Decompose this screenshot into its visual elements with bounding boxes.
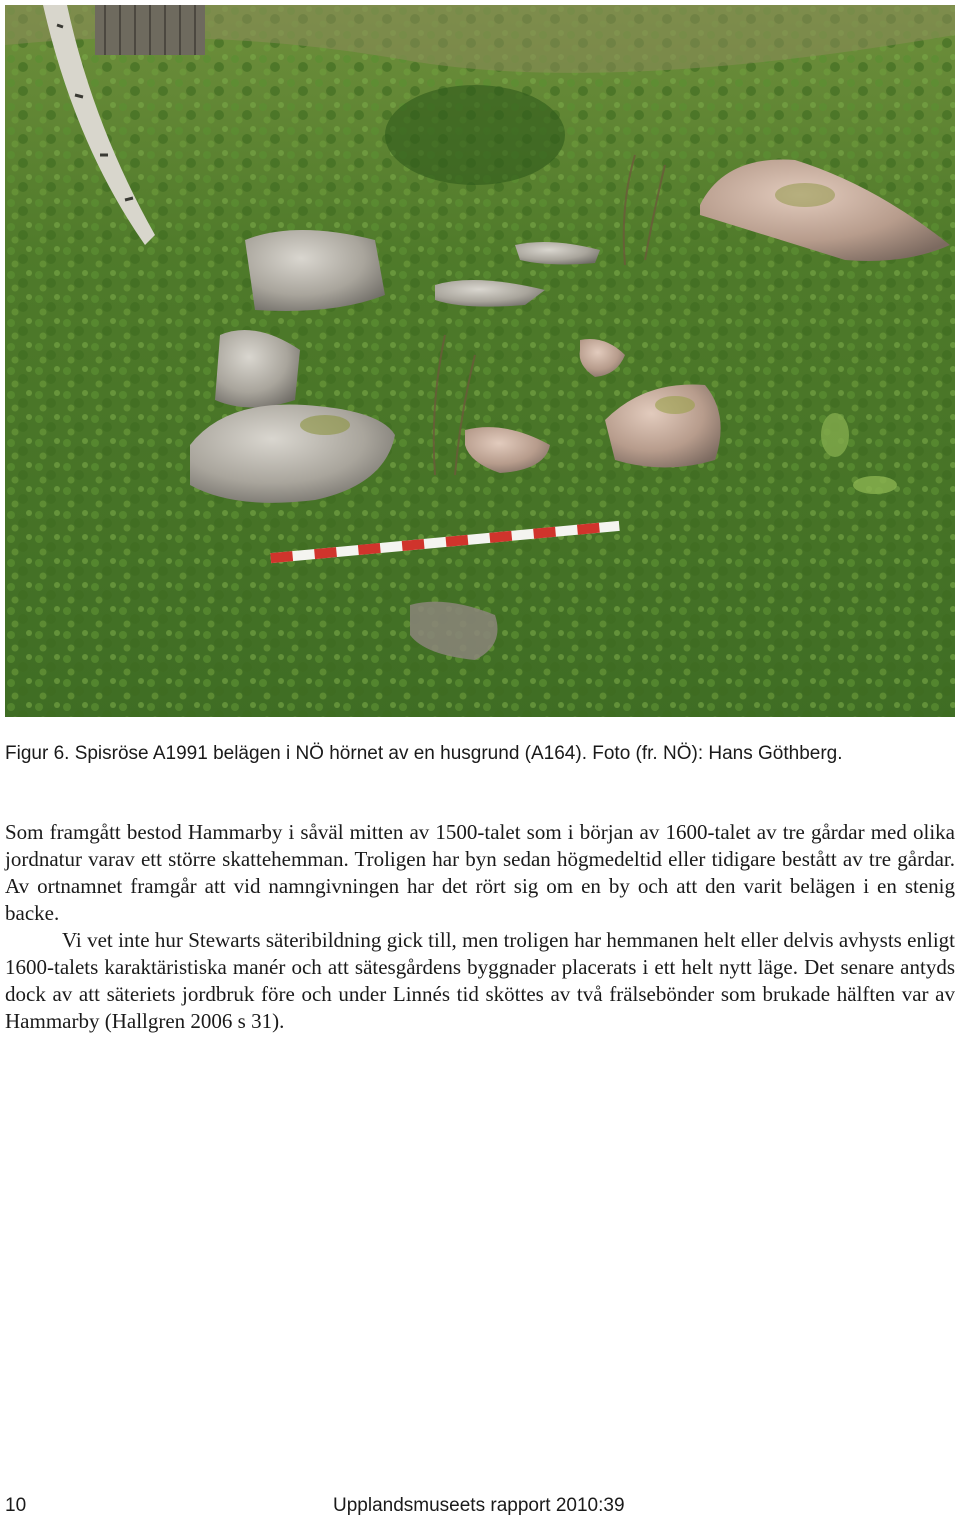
body-text bbox=[5, 819, 955, 1035]
figure-caption: Figur 6. Spisröse A1991 belägen i NÖ hörnet av en husgrund (A164). Foto (fr. NÖ): Hans Göthberg. bbox=[5, 743, 843, 764]
page-number: 10 bbox=[5, 1495, 27, 1516]
paragraph-1: Som framgått bestod Hammarby i såväl mitten av 1500-talet som i början av 1600-talet av tre gårdar med olika jordnatur varav ett större skattehemman. Troligen har byn sedan högmedeltid eller tidigare bestått av tre gårdar. Av ortnamnet framgår att vid namngivningen har det rört sig om en by och att den varit belägen i en stenig backe. bbox=[5, 820, 955, 925]
report-title: Upplandsmuseets rapport 2010:39 bbox=[333, 1495, 625, 1516]
grass-stones-photo bbox=[5, 5, 955, 717]
figure-photo bbox=[5, 5, 955, 717]
paragraph-2: Vi vet inte hur Stewarts säteribildning gick till, men troligen har hemmanen helt eller delvis avhysts enligt 1600-talets karaktäristiska manér och att sätesgårdens byggnader placerats i ett helt nytt läge. Det senare antyds dock av att säteriets jordbruk före och under Linnés tid sköttes av två frälsebönder som brukade hälften var av Hammarby (Hallgren 2006 s 31). bbox=[5, 928, 955, 1033]
